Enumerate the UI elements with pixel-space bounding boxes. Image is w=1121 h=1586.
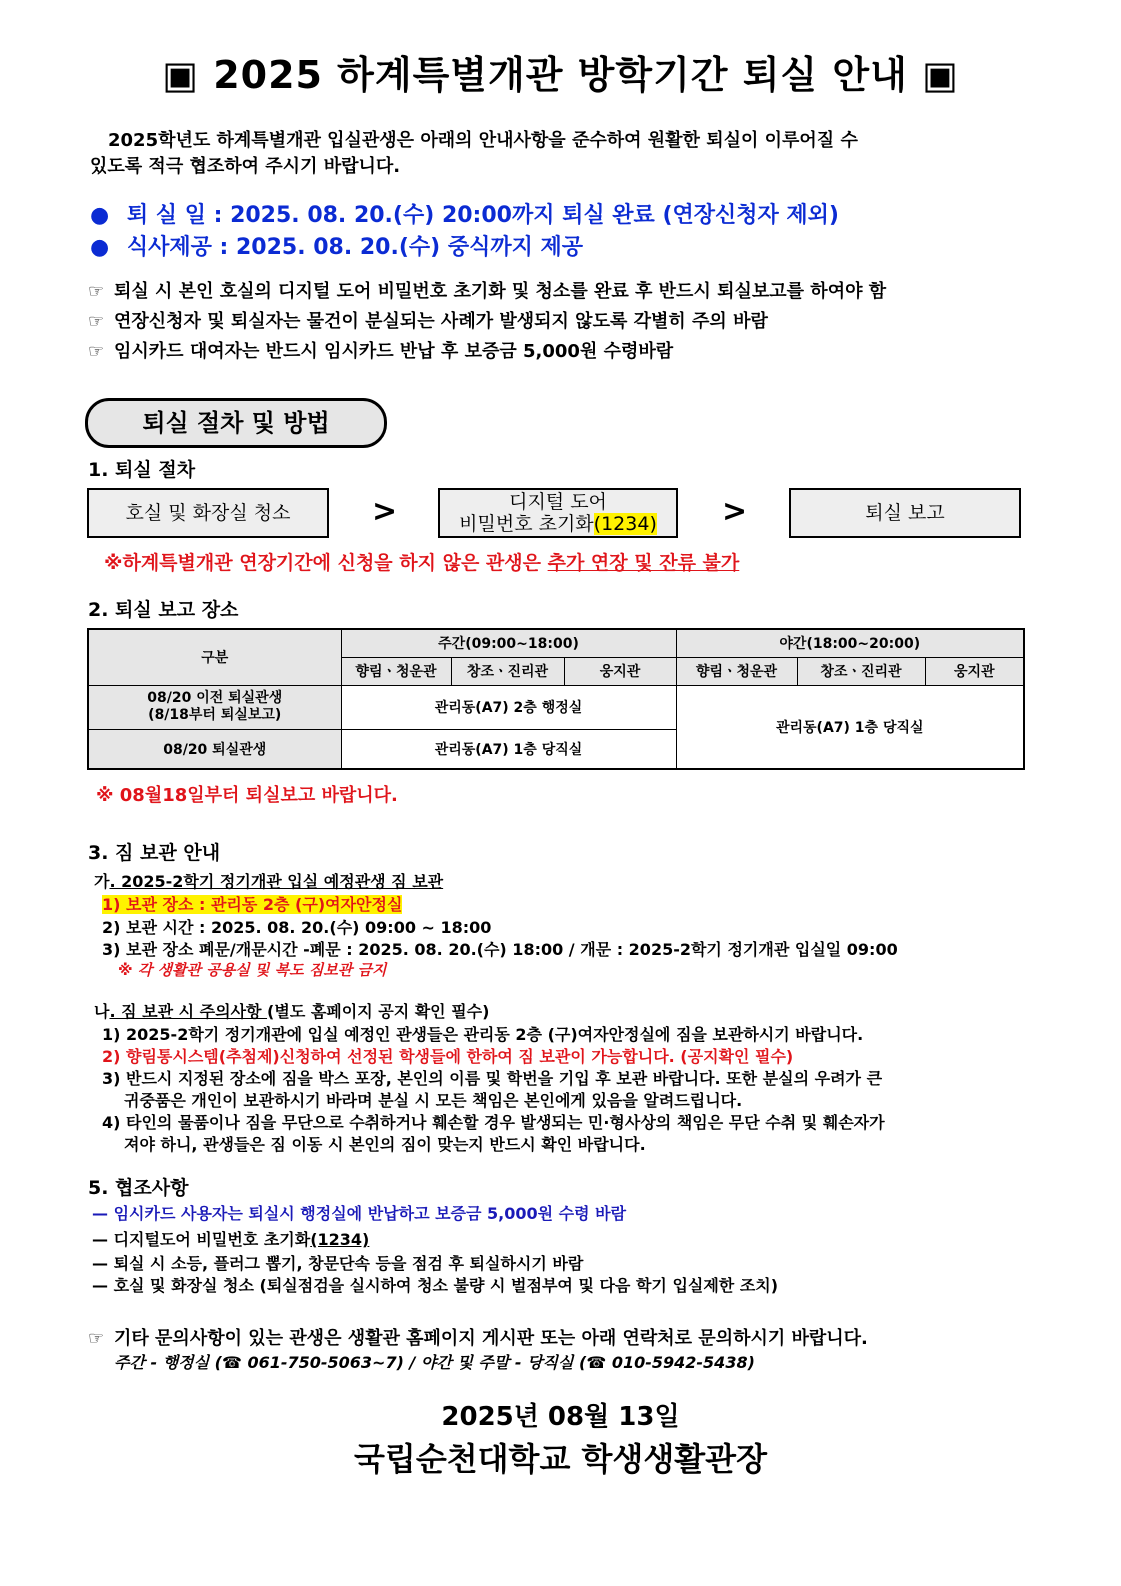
storage-b-item: 1) 2025-2학기 정기개관에 입실 예정인 관생들은 관리동 2층 (구)여자안정실에 짐을 보관하시기 바랍니다. [102, 1025, 864, 1044]
cooperation-item: — 디지털도어 비밀번호 초기화(1234) [92, 1230, 370, 1249]
table-cell: 관리동(A7) 1층 당직실 [341, 729, 676, 769]
table-cell: 관리동(A7) 1층 당직실 [676, 685, 1024, 769]
dash-icon: — [92, 1230, 108, 1249]
storage-heading: 3. 짐 보관 안내 [88, 842, 221, 864]
bullet-icon: ● [90, 203, 110, 228]
bullet-icon: ● [90, 235, 110, 260]
intro-line-1: 2025학년도 하계특별개관 입실관생은 아래의 안내사항을 준수하여 원활한 퇴실이 이루어질 수 [108, 130, 858, 151]
dash-icon: — [92, 1254, 108, 1273]
report-note: ※ 08월18일부터 퇴실보고 바랍니다. [96, 785, 398, 806]
procedure-step-door-reset: 디지털 도어 비밀번호 초기화(1234) [438, 488, 678, 538]
arrow-right-icon: > [722, 494, 748, 529]
storage-a-warning: ※ 각 생활관 공용실 및 복도 짐보관 금지 [118, 961, 387, 979]
table-header-day: 주간(09:00~18:00) [341, 629, 676, 657]
extension-warning: ※하계특별개관 연장기간에 신청을 하지 않은 관생은 추가 연장 및 잔류 불가 [104, 552, 740, 574]
storage-b-item: 져야 하니, 관생들은 짐 이동 시 본인의 짐이 맞는지 반드시 확인 바랍니다. [124, 1135, 646, 1154]
issuing-organization: 국립순천대학교 학생생활관장 [354, 1440, 767, 1478]
intro-line-2: 있도록 적극 협조하여 주시기 바랍니다. [90, 156, 401, 177]
procedure-heading: 1. 퇴실 절차 [88, 459, 196, 481]
procedure-step-report: 퇴실 보고 [789, 488, 1021, 538]
storage-b-item: 귀중품은 개인이 보관하시기 바라며 분실 시 모든 책임은 본인에게 있음을 알려드립니다. [124, 1091, 743, 1110]
notice-item: ☞ 임시카드 대여자는 반드시 임시카드 반납 후 보증금 5,000원 수령바람 [88, 341, 674, 362]
pointing-hand-icon: ☞ [88, 311, 105, 332]
meal-date-line: ● 식사제공 : 2025. 08. 20.(수) 중식까지 제공 [90, 235, 584, 260]
storage-a-item: 3) 보관 장소 폐문/개문시간 -폐문 : 2025. 08. 20.(수) 18:00 / 개문 : 2025-2학기 정기개관 입실일 09:00 [102, 940, 898, 959]
storage-section-a-title: 가. 2025-2학기 정기개관 입실 예정관생 짐 보관 [94, 872, 444, 891]
cooperation-heading: 5. 협조사항 [88, 1177, 189, 1199]
table-header-category: 구분 [88, 629, 341, 685]
arrow-right-icon: > [372, 494, 398, 529]
dash-icon: — [92, 1204, 108, 1223]
storage-a-item: 2) 보관 시간 : 2025. 08. 20.(수) 09:00 ~ 18:00 [102, 918, 492, 937]
contact-phones: 주간 - 행정실 (☎ 061-750-5063~7) / 야간 및 주말 - 당직실 (☎ 010-5942-5438) [114, 1353, 755, 1372]
cooperation-item: — 퇴실 시 소등, 플러그 뽑기, 창문단속 등을 점검 후 퇴실하시기 바람 [92, 1254, 584, 1273]
checkout-date-line: ● 퇴 실 일 : 2025. 08. 20.(수) 20:00까지 퇴실 완료 (연장신청자 제외) [90, 203, 839, 228]
table-cell: 관리동(A7) 2층 행정실 [341, 685, 676, 729]
table-subheader: 웅지관 [925, 657, 1024, 685]
storage-a-item: 1) 보관 장소 : 관리동 2층 (구)여자안정실 [102, 895, 403, 914]
contact-line: ☞ 기타 문의사항이 있는 관생은 생활관 홈페이지 게시판 또는 아래 연락처로 문의하시기 바랍니다. [88, 1328, 868, 1349]
issue-date: 2025년 08월 13일 [441, 1402, 680, 1432]
report-place-table [87, 628, 1025, 770]
table-subheader: 웅지관 [564, 657, 676, 685]
table-header-night: 야간(18:00~20:00) [676, 629, 1024, 657]
page-title: ▣ 2025 하계특별개관 방학기간 퇴실 안내 ▣ [162, 53, 959, 97]
table-row-label: 08/20 이전 퇴실관생 (8/18부터 퇴실보고) [88, 685, 341, 729]
storage-section-b-title: 나. 짐 보관 시 주의사항 (별도 홈페이지 공지 확인 필수) [94, 1002, 490, 1021]
door-code-highlight: (1234) [593, 513, 657, 535]
cooperation-item: — 호실 및 화장실 청소 (퇴실점검을 실시하여 청소 불량 시 벌점부여 및 다음 학기 입실제한 조치) [92, 1276, 779, 1295]
table-subheader: 창조ㆍ진리관 [797, 657, 925, 685]
dash-icon: — [92, 1276, 108, 1295]
storage-b-item: 2) 향림통시스템(추첨제)신청하여 선정된 학생들에 한하여 짐 보관이 가능합니다. (공지확인 필수) [102, 1047, 794, 1066]
pointing-hand-icon: ☞ [88, 341, 105, 362]
pointing-hand-icon: ☞ [88, 1328, 105, 1349]
table-subheader: 창조ㆍ진리관 [451, 657, 564, 685]
notice-item: ☞ 연장신청자 및 퇴실자는 물건이 분실되는 사례가 발생되지 않도록 각별히 주의 바람 [88, 311, 768, 332]
pointing-hand-icon: ☞ [88, 281, 105, 302]
table-subheader: 향림ㆍ청운관 [341, 657, 451, 685]
table-row-label: 08/20 퇴실관생 [88, 729, 341, 769]
procedure-step-clean: 호실 및 화장실 청소 [87, 488, 329, 538]
cooperation-item: — 임시카드 사용자는 퇴실시 행정실에 반납하고 보증금 5,000원 수령 바람 [92, 1204, 627, 1223]
report-place-heading: 2. 퇴실 보고 장소 [88, 599, 239, 621]
table-subheader: 향림ㆍ청운관 [676, 657, 797, 685]
notice-item: ☞ 퇴실 시 본인 호실의 디지털 도어 비밀번호 초기화 및 청소를 완료 후 반드시 퇴실보고를 하여야 함 [88, 281, 887, 302]
storage-b-item: 4) 타인의 물품이나 짐을 무단으로 수취하거나 훼손할 경우 발생되는 민·형사상의 책임은 무단 수취 및 훼손자가 [102, 1113, 885, 1132]
section-title-pill: 퇴실 절차 및 방법 [85, 398, 387, 448]
storage-b-item: 3) 반드시 지정된 장소에 짐을 박스 포장, 본인의 이름 및 학번을 기입 후 보관 바랍니다. 또한 분실의 우려가 큰 [102, 1069, 883, 1088]
